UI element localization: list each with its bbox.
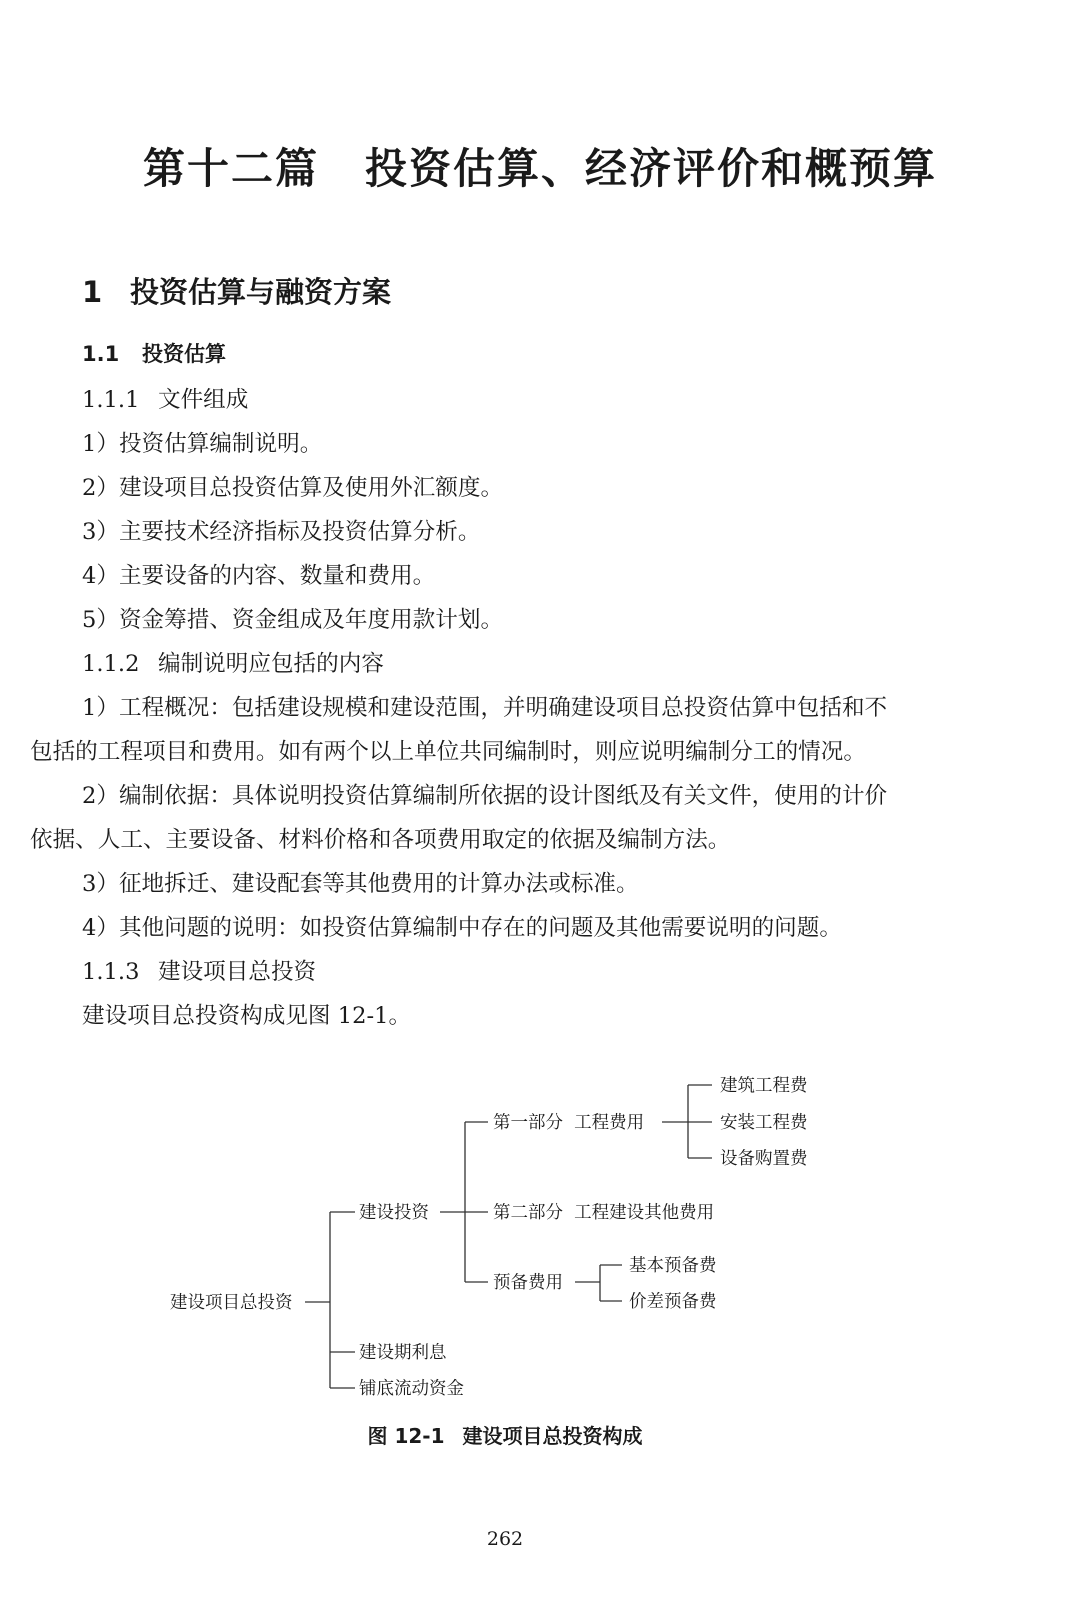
- node-building-cost: 建筑工程费: [720, 1076, 808, 1096]
- subsection-title: 文件组成: [158, 387, 249, 413]
- paragraph-line: 包括的工程项目和费用。如有两个以上单位共同编制时，则应说明编制分工的情况。: [30, 739, 866, 765]
- chapter-number: 1: [82, 275, 103, 309]
- subsection-number: 1.1.2: [82, 651, 140, 677]
- node-construction-investment: 建设投资: [359, 1203, 429, 1223]
- paragraph-line: 3）征地拆迁、建设配套等其他费用的计算办法或标准。: [82, 871, 639, 897]
- node-part-one: 第一部分 工程费用: [493, 1113, 645, 1133]
- subsection-heading-1-1-3: [82, 957, 1022, 987]
- list-item: 2）建设项目总投资估算及使用外汇额度。: [82, 475, 504, 501]
- node-reserve: 预备费用: [493, 1273, 563, 1293]
- figure-caption: [0, 1420, 1010, 1449]
- subsection-number: 1.1.1: [82, 387, 140, 413]
- subsection-number: 1.1.3: [82, 959, 140, 985]
- section-heading: [82, 338, 226, 368]
- part-label: 第十二篇: [142, 144, 319, 193]
- part-title: [0, 136, 1080, 196]
- node-root: 建设项目总投资: [170, 1293, 293, 1313]
- list-item: 3）主要技术经济指标及投资估算分析。: [82, 519, 481, 545]
- node-working-capital: 铺底流动资金: [359, 1379, 464, 1399]
- node-installation-cost: 安装工程费: [720, 1113, 808, 1133]
- page-number: 262: [486, 1528, 524, 1550]
- subsection-heading-1-1-2: [82, 649, 1022, 679]
- subsection-title: 建设项目总投资: [158, 959, 317, 985]
- node-equipment-cost: 设备购置费: [720, 1149, 808, 1169]
- node-interest: 建设期利息: [359, 1343, 447, 1363]
- paragraph-line: 2）编制依据：具体说明投资估算编制所依据的设计图纸及有关文件，使用的计价: [82, 783, 888, 809]
- node-basic-reserve: 基本预备费: [629, 1256, 717, 1276]
- paragraph-line: 依据、人工、主要设备、材料价格和各项费用取定的依据及编制方法。: [30, 827, 731, 853]
- node-price-reserve: 价差预备费: [629, 1292, 717, 1312]
- investment-structure-diagram: [0, 1060, 1080, 1410]
- section-number: 1.1: [82, 342, 120, 366]
- figure-number: 图 12-1: [367, 1424, 445, 1448]
- section-title: 投资估算: [142, 342, 226, 366]
- list-item: 5）资金筹措、资金组成及年度用款计划。: [82, 607, 504, 633]
- chapter-title: 投资估算与融资方案: [130, 275, 392, 309]
- figure-title: 建设项目总投资构成: [462, 1424, 643, 1448]
- list-item: 4）主要设备的内容、数量和费用。: [82, 563, 436, 589]
- subsection-heading-1-1-1: [82, 385, 1022, 415]
- list-item: 1）投资估算编制说明。: [82, 431, 323, 457]
- chapter-heading: [82, 270, 391, 311]
- subsection-title: 编制说明应包括的内容: [158, 651, 384, 677]
- part-title-text: 投资估算、经济评价和概预算: [365, 144, 938, 193]
- paragraph-line: 1）工程概况：包括建设规模和建设范围，并明确建设项目总投资估算中包括和不: [82, 695, 888, 721]
- node-part-two: 第二部分 工程建设其他费用: [493, 1203, 715, 1223]
- paragraph-line: 建设项目总投资构成见图 12-1。: [82, 1003, 412, 1029]
- paragraph-line: 4）其他问题的说明：如投资估算编制中存在的问题及其他需要说明的问题。: [82, 915, 842, 941]
